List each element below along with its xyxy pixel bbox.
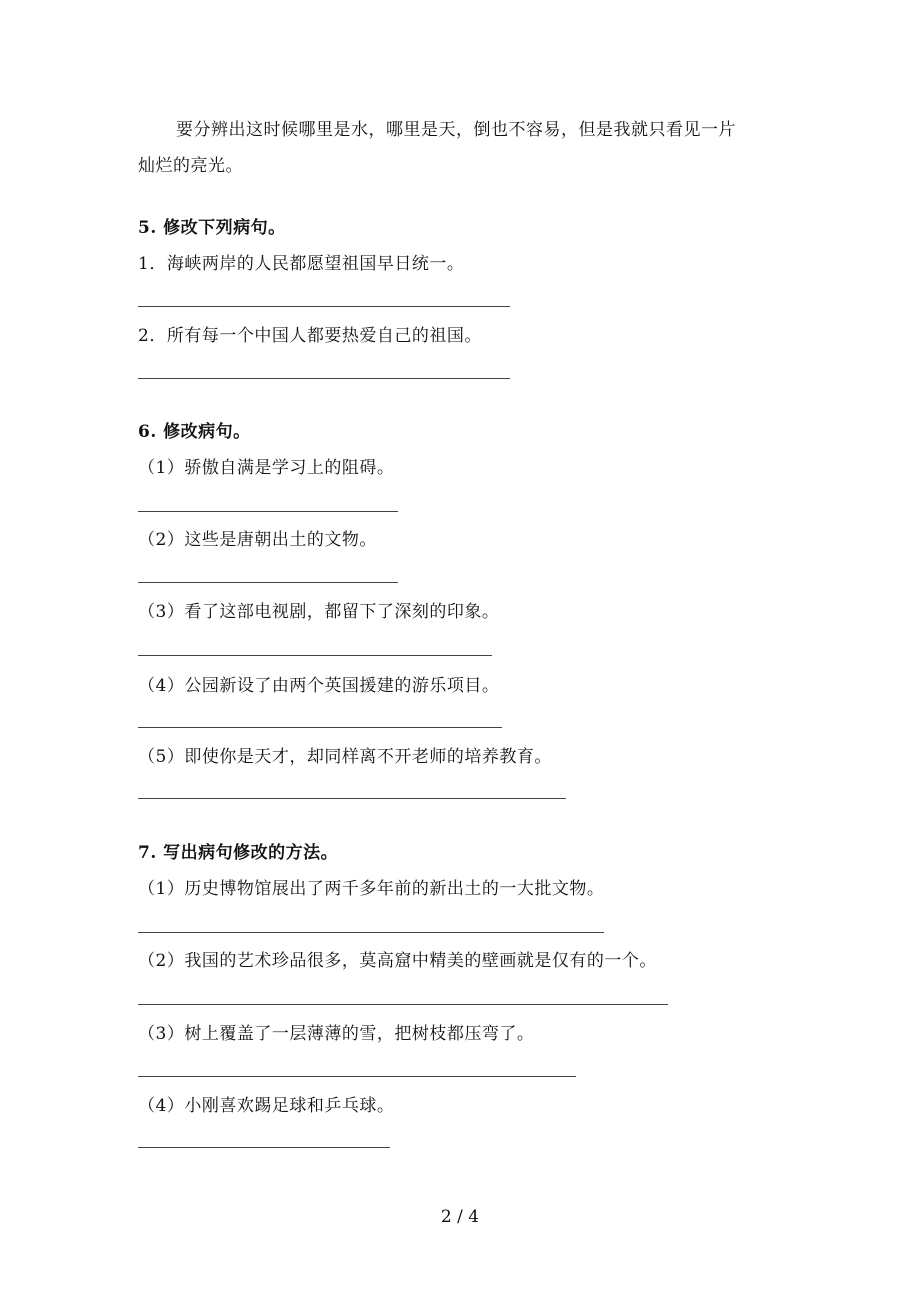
section-7-item-2: （2）我国的艺术珍品很多，莫高窟中精美的壁画就是仅有的一个。 (138, 951, 657, 971)
section-6-item-2: （2）这些是唐朝出土的文物。 (138, 530, 377, 550)
answer-line[interactable] (138, 1004, 668, 1005)
section-7-heading: 7. 写出病句修改的方法。 (138, 843, 339, 863)
answer-line[interactable] (138, 798, 566, 799)
section-7-item-3: （3）树上覆盖了一层薄薄的雪，把树枝都压弯了。 (138, 1024, 535, 1044)
answer-line[interactable] (138, 306, 510, 307)
section-5-item-2: 2．所有每一个中国人都要热爱自己的祖国。 (138, 326, 482, 346)
answer-line[interactable] (138, 932, 604, 933)
section-7-item-1: （1）历史博物馆展出了两千多年前的新出土的一大批文物。 (138, 879, 605, 899)
section-5-heading: 5. 修改下列病句。 (138, 218, 286, 238)
passage-line-1: 要分辨出这时候哪里是水，哪里是天，倒也不容易，但是我就只看见一片 (176, 120, 736, 140)
section-6-item-4: （4）公园新设了由两个英国援建的游乐项目。 (138, 676, 500, 696)
section-7-item-4: （4）小刚喜欢踢足球和乒乓球。 (138, 1096, 395, 1116)
answer-line[interactable] (138, 511, 398, 512)
answer-line[interactable] (138, 1076, 576, 1077)
answer-line[interactable] (138, 727, 502, 728)
section-6-heading: 6. 修改病句。 (138, 422, 251, 442)
section-6-item-3: （3）看了这部电视剧，都留下了深刻的印象。 (138, 602, 500, 622)
answer-line[interactable] (138, 1147, 390, 1148)
section-6-item-5: （5）即使你是天才，却同样离不开老师的培养教育。 (138, 747, 552, 767)
section-6-item-1: （1）骄傲自满是学习上的阻碍。 (138, 458, 395, 478)
answer-line[interactable] (138, 378, 510, 379)
page-number: 2 / 4 (440, 1207, 480, 1227)
answer-line[interactable] (138, 582, 398, 583)
passage-line-2: 灿烂的亮光。 (138, 156, 243, 176)
section-5-item-1: 1．海峡两岸的人民都愿望祖国早日统一。 (138, 254, 465, 274)
answer-line[interactable] (138, 655, 492, 656)
